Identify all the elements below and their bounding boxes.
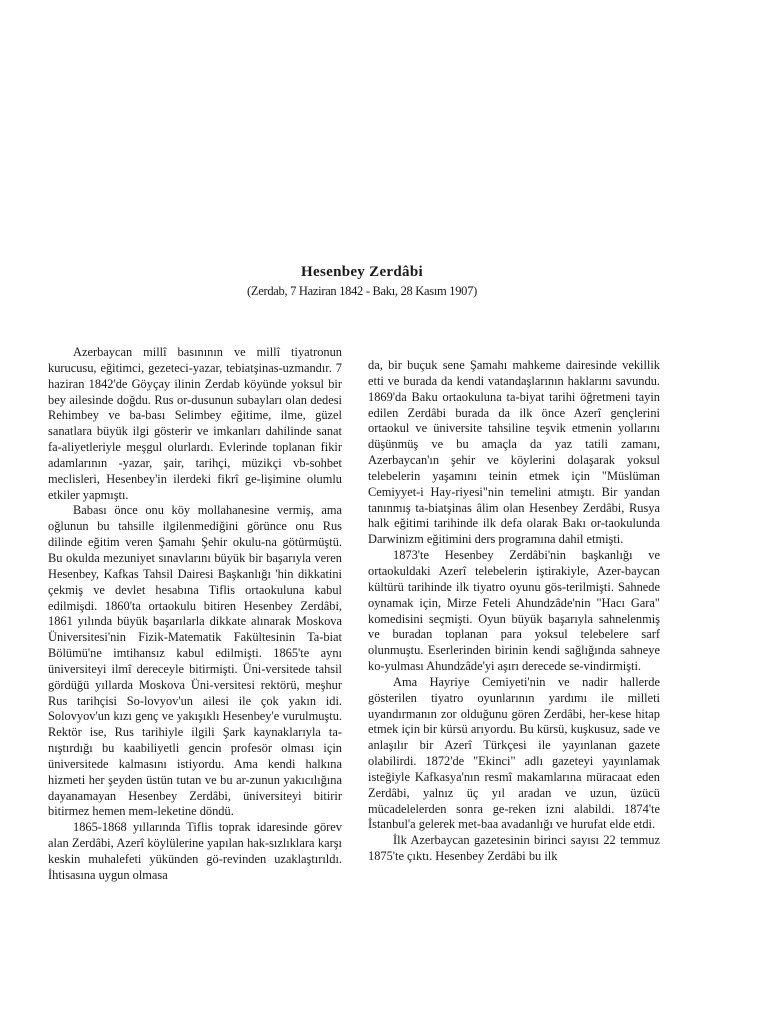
article-header — [0, 262, 724, 300]
paragraph: İlk Azerbaycan gazetesinin birinci sayısı 22 temmuz 1875'te çıktı. Hesenbey Zerdâbi bu ilk — [368, 833, 660, 864]
paragraph: Babası önce onu köy mollahanesine vermiş, ama oğlunun bu tahsille ilgilenmediğini görünce onu Rus dilinde eğitim veren Şamahı Şehir okulu-na götürmüştü. Bu okulda mezuniyet sınavlarını büyük bir başarıyla veren Hesenbey, Kafkas Tahsil Dairesi Başkanlığı 'hin dikkatini çekmiş ve devlet hesabına Tiflis ortaokuluna kabul edilmişdi. 1860'ta ortaokulu bitiren Hesenbey Zerdâbi, 1861 yılında büyük başarılarla dikkate alınarak Moskova Üniversitesi'nin Fizik-Matematik Fakültesinin Ta-biat Bölümü'ne imtihansız kabul edilmişti. 1865'te aynı üniversiteyi ilmî dereceyle bitirmişti. Üni-versitede tahsil gördüğü yıllarda Moskova Üni-versitesi rektörü, meşhur Rus tarihçisi So-lovyov'un ailesi ile çok yakın idi. Solovyov'un kızı genç ve yakışıklı Hesenbey'e vurulmuştu. Rektör ise, Rus tarihiyle ilgili Şark kaynaklarıyla ta-nıştırdığı bu kaabiliyetli gencin profesör olması için üniversitede kalmasını istiyordu. Ama kendi halkına hizmeti her şeyden üstün tutan ve bu ar-zunun yakıcılığına dayanamayan Hesenbey Zerdâbi, üniversiteyi bitirir bitirmez hemen mem-leketine döndü. — [48, 503, 342, 819]
article-subtitle: (Zerdab, 7 Haziran 1842 - Bakı, 28 Kasım 1907) — [247, 284, 477, 298]
left-column — [48, 345, 342, 884]
paragraph: Ama Hayriye Cemiyeti'nin ve nadir hallerde gösterilen tiyatro oyunlarının yardımı ile milleti uyandırmanın zor olduğunu gören Zerdâbi, her-kese hitap etmek için bir kürsü arıyordu. Bu kürsü, kuşkusuz, sade ve anlaşılır bir Azerî Türkçesi ile yayınlanan gazete olabilirdi. 1872'de "Ekinci" adlı gazeteyi yayınlamak isteğiyle Kafkasya'nın resmî makamlarına müracaat eden Zerdâbi, yalnız üç yıl aradan ve uzun, üzücü mücadelelerden sonra ge-reken izni alabildi. 1874'te İstanbul'a gelerek met-baa avadanlığı ve hurufat elde etdi. — [368, 674, 660, 832]
paragraph: da, bir buçuk sene Şamahı mahkeme dairesinde vekillik etti ve burada da kendi vatandaşlarının haklarını savundu. 1869'da Baku ortaokuluna ta-biyat tarihi öğretmeni tayin edilen Zerdâbi burada da ilk önce Azerî gençlerini ortaokul ve üniversite tahsiline teşvik etmenin yollarını düşünmüş ve bu amaçla da yaz tatili zamanı, Azerbaycan'ın şehir ve köylerini dolaşarak yoksul telebelerin yaşamını teinin etmek için "Müslüman Cemiyyet-i Hay-riyesi"nin temelini atmıştı. Bir yandan tanınmış ta-biatşinas âlim olan Hesenbey Zerdâbi, Rusya halk eğitimi tarihinde ilk defa olarak Bakı or-taokulunda Darwinizm eğitimini ders programına dahil etmişti. — [368, 358, 660, 547]
article-title: Hesenbey Zerdâbi — [301, 264, 423, 280]
paragraph: 1873'te Hesenbey Zerdâbi'nin başkanlığı ve ortaokuldaki Azerî telebelerin iştirakiyle, Azer-baycan kültürü tarihinde ilk tiyatro oyunu gös-terilmişti. Sahnede oynamak için, Mirze Feteli Ahundzâde'nin "Hacı Gara" komedisini seçmişti. Oyun büyük başarıyla sahnelenmiş ve buradan toplanan para yoksul telebelere sarf olunmuştu. Eserlerinden birinin kendi sağlığında sahneye ko-yulması Ahundzâde'yi aşırı derecede se-vindirmişti. — [368, 548, 660, 674]
paragraph: 1865-1868 yıllarında Tiflis toprak idaresinde görev alan Zerdâbi, Azerî köylülerine yapılan hak-sızlıklara karşı keskin muhalefeti yükünden gö-revinden uzaklaştırıldı. İhtisasına uygun olmasa — [48, 820, 342, 882]
right-column — [368, 358, 660, 865]
paragraph: Azerbaycan millî basınının ve millî tiyatronun kurucusu, eğitimci, gezeteci-yazar, tebiatşinas-uzmandır. 7 haziran 1842'de Göyçay ilinin Zerdab köyünde yoksul bir bey ailesinde doğdu. Rus or-dusunun subayları olan dedesi Rehimbey ve ba-bası Selimbey eğitime, ilme, güzel sanatlara büyük ilgi gösterir ve imkanları dahilinde sanat fa-aliyetleriyle meşgul olurlardı. Evlerinde toplanan fikir adamlarının -yazar, şair, tarihçi, müzikçi vb-sohbet meclisleri, Hesenbey'in ilerdeki fikrî ge-lişimine olumlu etkiler yapmıştı. — [48, 345, 342, 502]
